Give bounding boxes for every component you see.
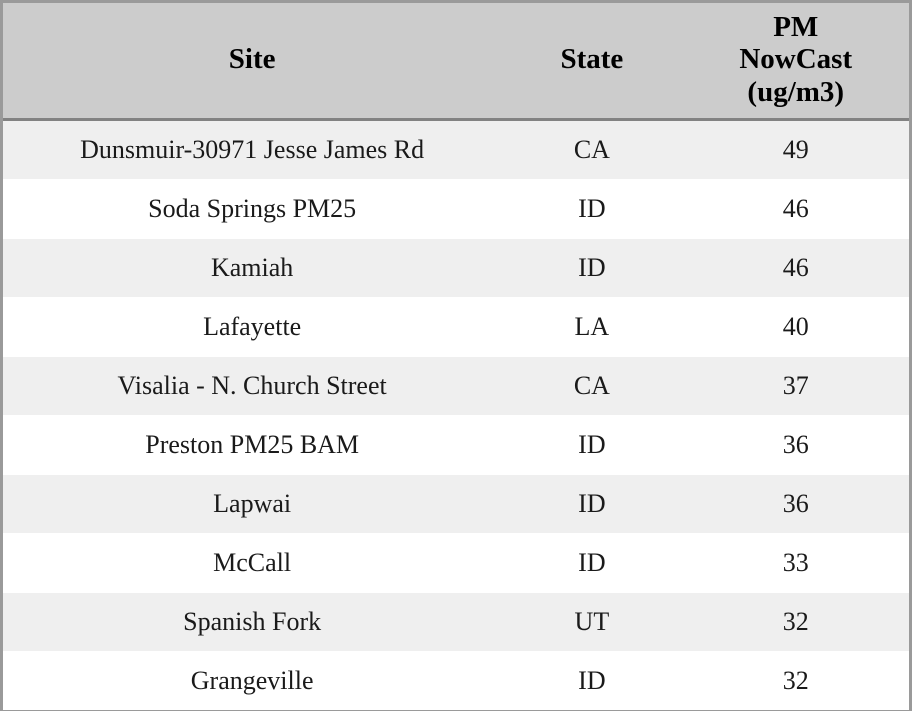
cell-state: ID: [501, 239, 682, 298]
cell-state: CA: [501, 120, 682, 180]
table-row: [3, 652, 909, 711]
cell-state: ID: [501, 180, 682, 239]
cell-pm-nowcast: 33: [682, 534, 909, 593]
table-body: [3, 120, 909, 711]
cell-pm-nowcast: 46: [682, 239, 909, 298]
table-row: [3, 416, 909, 475]
table-header-row: [3, 3, 909, 120]
cell-pm-nowcast: 37: [682, 357, 909, 416]
air-quality-table: [3, 3, 909, 710]
cell-pm-nowcast: 40: [682, 298, 909, 357]
cell-site: Grangeville: [3, 652, 501, 711]
table-header: [3, 3, 909, 120]
column-header-site: [3, 3, 501, 120]
column-header-pm-nowcast: [682, 3, 909, 120]
cell-state: LA: [501, 298, 682, 357]
cell-pm-nowcast: 46: [682, 180, 909, 239]
cell-state: UT: [501, 593, 682, 652]
column-header-state-label: State: [560, 43, 624, 76]
cell-site: Spanish Fork: [3, 593, 501, 652]
table-row: [3, 120, 909, 180]
cell-pm-nowcast: 32: [682, 593, 909, 652]
cell-state: CA: [501, 357, 682, 416]
cell-site: Visalia - N. Church Street: [3, 357, 501, 416]
cell-state: ID: [501, 416, 682, 475]
cell-site: Kamiah: [3, 239, 501, 298]
cell-state: ID: [501, 534, 682, 593]
table-row: [3, 180, 909, 239]
column-header-pm-nowcast-line1: PM: [773, 11, 819, 43]
cell-state: ID: [501, 652, 682, 711]
cell-site: Preston PM25 BAM: [3, 416, 501, 475]
cell-site: Dunsmuir-30971 Jesse James Rd: [3, 120, 501, 180]
cell-pm-nowcast: 32: [682, 652, 909, 711]
table-row: [3, 357, 909, 416]
cell-pm-nowcast: 36: [682, 416, 909, 475]
table-row: [3, 239, 909, 298]
cell-site: Soda Springs PM25: [3, 180, 501, 239]
table-row: [3, 534, 909, 593]
cell-site: McCall: [3, 534, 501, 593]
cell-site: Lapwai: [3, 475, 501, 534]
table-row: [3, 475, 909, 534]
cell-pm-nowcast: 36: [682, 475, 909, 534]
column-header-pm-nowcast-line2: NowCast: [739, 43, 853, 76]
cell-state: ID: [501, 475, 682, 534]
table-row: [3, 593, 909, 652]
column-header-site-label: Site: [228, 43, 276, 76]
cell-site: Lafayette: [3, 298, 501, 357]
column-header-pm-nowcast-line3: (ug/m3): [747, 75, 845, 108]
column-header-state: [501, 3, 682, 120]
cell-pm-nowcast: 49: [682, 120, 909, 180]
table-row: [3, 298, 909, 357]
